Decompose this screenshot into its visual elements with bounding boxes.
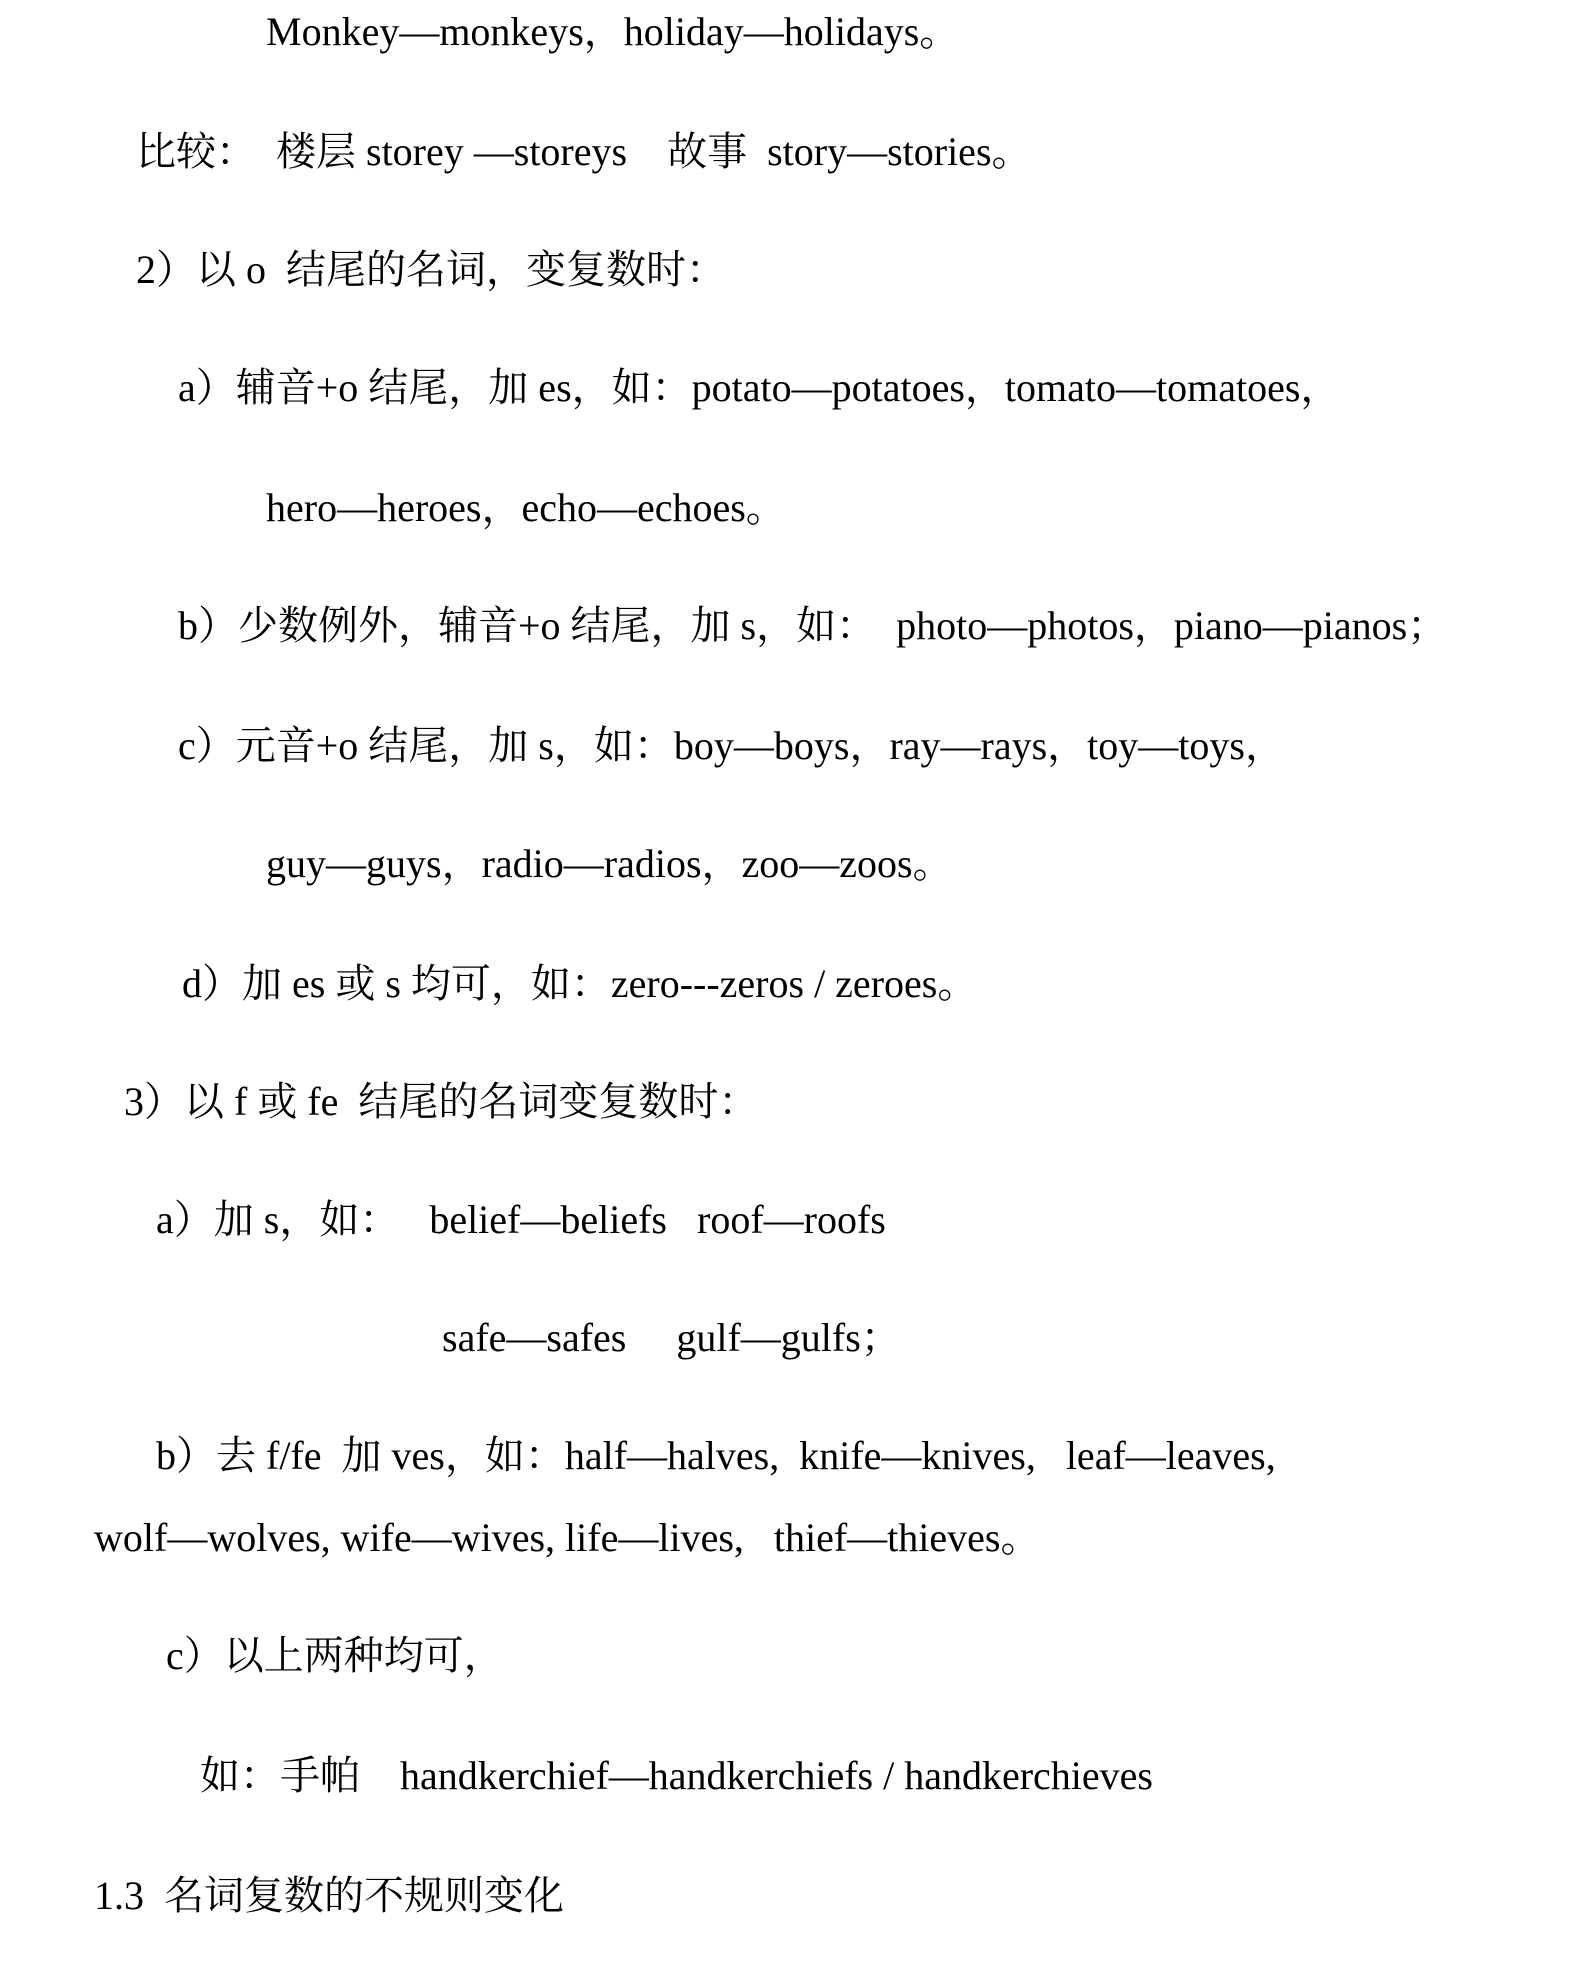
rule-c-vowel-o-s: c）元音+o 结尾，加 s，如：boy—boys，ray—rays，toy—toys，: [178, 723, 1285, 768]
comparison-line: 比较： 楼层 storey —storeys 故事 story—stories。: [136, 129, 1032, 174]
rule-b-ves: b）去 f/fe 加 ves，如：half—halves, knife—knives, leaf—leaves,: [156, 1433, 1276, 1478]
rule-a-consonant-o-es: a）辅音+o 结尾，加 es，如：potato—potatoes，tomato—tomatoes，: [178, 365, 1341, 410]
rule-c-both-example: 如：手帕 handkerchief—handkerchiefs / handkerchieves: [200, 1753, 1153, 1798]
rule-heading-o-ending: 2）以 o 结尾的名词，变复数时：: [136, 247, 726, 292]
rule-b-ves-examples: wolf—wolves, wife—wives, life—lives, thief—thieves。: [94, 1515, 1041, 1560]
rule-d-either: d）加 es 或 s 均可，如：zero---zeros / zeroes。: [182, 961, 978, 1006]
rule-a-examples-continued: hero—heroes，echo—echoes。: [266, 485, 786, 530]
rule-c-examples-continued: guy—guys，radio—radios，zoo—zoos。: [266, 841, 953, 886]
rule-heading-f-fe-ending: 3）以 f 或 fe 结尾的名词变复数时：: [124, 1079, 759, 1124]
rule-a-add-s-examples: safe—safes gulf—gulfs；: [442, 1315, 901, 1360]
rule-b-exceptions: b）少数例外，辅音+o 结尾，加 s，如： photo—photos，piano—pianos；: [178, 603, 1448, 648]
rule-c-both: c）以上两种均可，: [166, 1633, 504, 1678]
rule-a-add-s: a）加 s，如： belief—beliefs roof—roofs: [156, 1197, 886, 1242]
example-line-y-ending: Monkey—monkeys，holiday—holidays。: [266, 9, 960, 54]
section-heading-irregular-plurals: 1.3 名词复数的不规则变化: [94, 1873, 564, 1918]
